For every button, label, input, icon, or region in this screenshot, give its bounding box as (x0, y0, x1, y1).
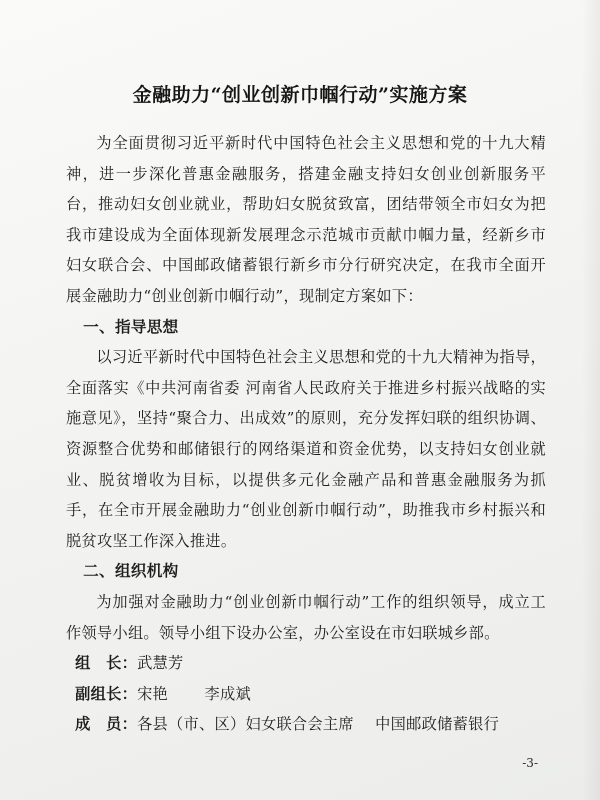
section-heading-organization: 二、组织机构 (83, 561, 179, 581)
section-heading-guiding-ideology: 一、指导思想 (83, 316, 179, 336)
member-text-2: 中国邮政储蓄银行 (375, 715, 500, 734)
member-text-1: 各县（市、区）妇女联合会主席 (137, 715, 354, 734)
leader-role-label: 组 长： (75, 654, 138, 673)
deputy-name-2: 李成斌 (204, 684, 251, 703)
leader-name: 武慧芳 (137, 654, 184, 673)
section-paragraph-guiding-ideology: 以习近平新时代中国特色社会主义思想和党的十九大精神为指导，全面落实《中共河南省委 河南省人民政府关于推进乡村振兴战略的实施意见》，坚持“聚合力、出成效”的原则，充分发挥妇联的组织协调、资源整合优势和邮储银行的网络渠道和资金优势，以支持妇女创业就业、脱贫增收为目标，以提供多元化金融产品和普惠金融服务为抓手，在全市开展金融助力“创业创新巾帼行动”，助推我市乡村振兴和脱贫攻坚工作深入推进。 (66, 348, 546, 550)
member-role-label: 成 员： (75, 715, 138, 734)
section-paragraph-organization: 为加强对金融助力“创业创新巾帼行动”工作的组织领导，成立工作领导小组。领导小组下设办公室，办公室设在市妇联城乡部。 (66, 592, 546, 642)
member-row-deputy (66, 679, 546, 710)
deputy-name-1: 宋艳 (137, 684, 169, 703)
intro-paragraph: 为全面贯彻习近平新时代中国特色社会主义思想和党的十九大精神，进一步深化普惠金融服务，搭建金融支持妇女创业创新服务平台，推动妇女创业就业，帮助妇女脱贫致富，团结带领全市妇女为把我市建设成为全面体现新发展理念示范城市贡献巾帼力量，经新乡市妇女联合会、中国邮政储蓄银行新乡市分行研究决定，在我市全面开展金融助力“创业创新巾帼行动”，现制定方案如下： (66, 134, 546, 305)
page-number: -3- (522, 756, 538, 770)
document-body (66, 128, 546, 740)
page-edge-shadow (582, 0, 600, 800)
deputy-role-label: 副组长： (75, 684, 138, 703)
member-row-leader (66, 648, 546, 679)
member-row-members (66, 709, 546, 740)
document-title: 金融助力“创业创新巾帼行动”实施方案 (132, 84, 468, 106)
